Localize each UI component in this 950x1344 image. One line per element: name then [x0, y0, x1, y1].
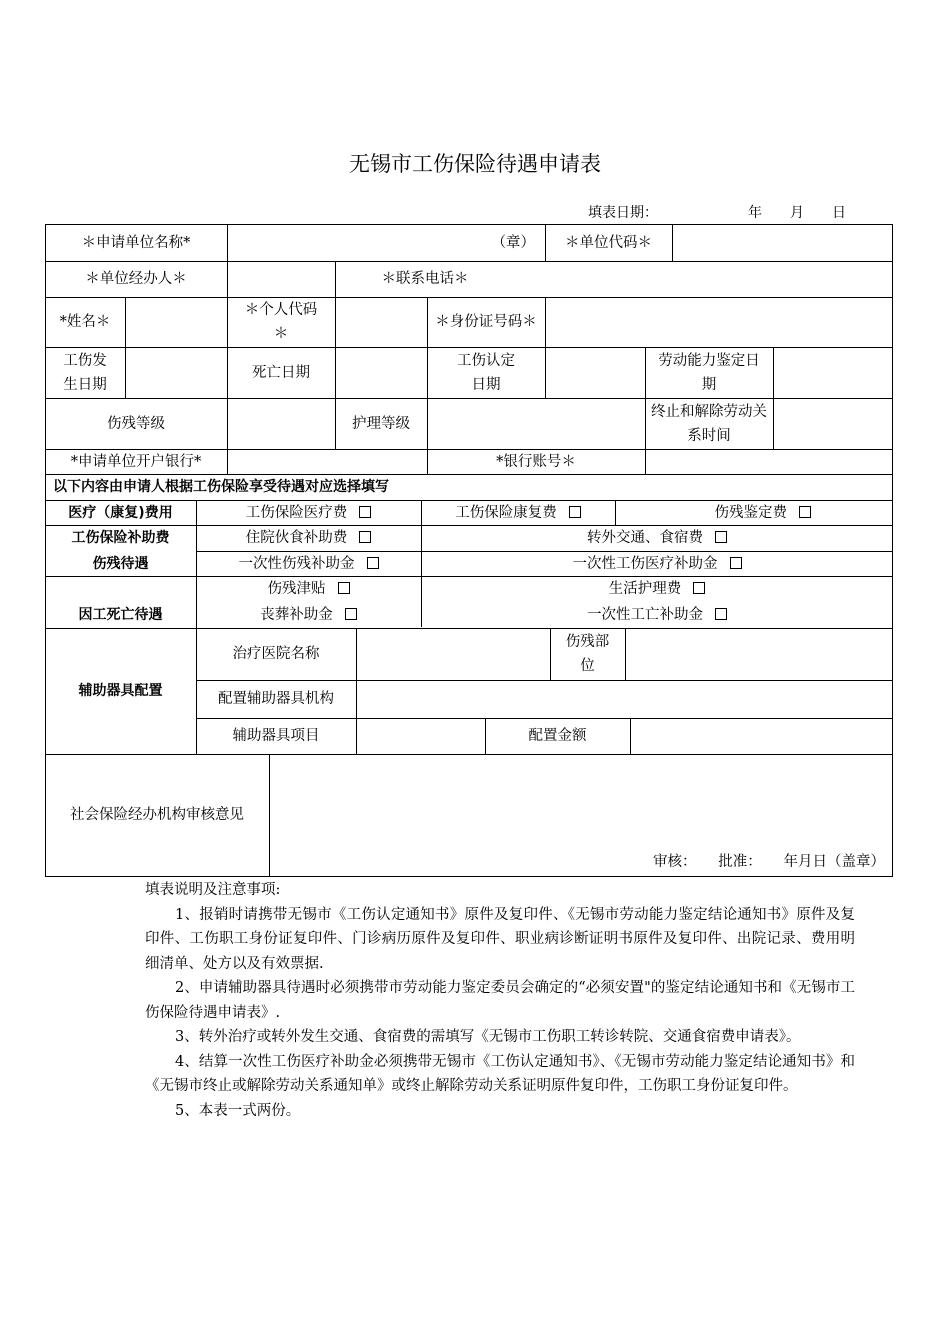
checkbox[interactable] [359, 531, 371, 543]
lump-sum-medical-option[interactable] [421, 551, 893, 576]
hospital-name-field[interactable] [356, 628, 550, 680]
instruction-item: 4、结算一次性工伤医疗补助金必须携带无锡市《工伤认定通知书》、《无锡市劳动能力鉴定结论通知书》和《无锡市终止或解除劳动关系通知单》或终止解除劳动关系证明原件复印件，工伤职工身份证复印件。 [145, 1053, 855, 1094]
hospital-name-label: 治疗医院名称 [232, 646, 320, 662]
medical-cost-label: 医疗（康复)费用 [68, 504, 173, 521]
lump-sum-disability-label: 一次性伤残补助金 [238, 555, 355, 572]
disability-benefit-label: 伤残待遇 [92, 555, 149, 572]
unit-handler-field[interactable] [227, 261, 335, 297]
name-label: *姓名＊ [59, 314, 111, 330]
instructions [145, 878, 855, 1123]
meal-subsidy-label: 住院伙食补助费 [245, 530, 348, 546]
death-date-field[interactable] [335, 347, 427, 398]
nursing-fee-option[interactable] [421, 576, 893, 602]
device-item-label: 辅助器具项目 [232, 728, 320, 744]
disability-level-field[interactable] [227, 398, 335, 449]
checkbox[interactable] [715, 608, 727, 620]
capacity-appraisal-date-field[interactable] [773, 347, 893, 398]
table-line [45, 876, 893, 877]
instruction-item: 5、本表一式两份。 [175, 1102, 301, 1119]
name-field[interactable] [125, 297, 227, 347]
death-lump-sum-label: 一次性工亡补助金 [587, 607, 703, 623]
appraisal-fee-label: 伤残鉴定费 [714, 504, 787, 521]
seal-note: （章） [491, 234, 535, 251]
account-label: *银行账号＊ [496, 453, 576, 470]
device-amount-label: 配置金额 [528, 728, 587, 744]
id-number-label: ＊身份证号码＊ [435, 314, 537, 330]
funeral-subsidy-label: 丧葬补助金 [260, 607, 333, 623]
checkbox[interactable] [367, 557, 379, 569]
form-title: 无锡市工伤保险待遇申请表 [349, 152, 601, 176]
checkbox[interactable] [345, 608, 357, 620]
death-lump-sum-option[interactable] [421, 602, 893, 628]
funeral-subsidy-option[interactable] [196, 602, 421, 628]
unit-handler-label: ＊单位经办人＊ [85, 271, 187, 287]
meal-subsidy-option[interactable] [196, 525, 421, 551]
id-number-field[interactable] [545, 297, 893, 347]
transport-fee-option[interactable] [421, 525, 893, 551]
instruction-item: 1、报销时请携带无锡市《工伤认定通知书》原件及复印件、《无锡市劳动能力鉴定结论通知书》原件及复印件、工伤职工身份证复印件、门诊病历原件及复印件、职业病诊断证明书原件及复印件、出院记录、费用明细清单、处方以及有效票据. [145, 906, 855, 972]
transport-fee-label: 转外交通、食宿费 [587, 530, 703, 546]
bank-label: *申请单位开户银行* [70, 453, 202, 470]
checkbox[interactable] [730, 557, 742, 569]
rehab-fee-label: 工伤保险康复费 [455, 504, 557, 521]
account-field[interactable] [645, 449, 893, 474]
nursing-fee-label: 生活护理费 [608, 581, 682, 597]
application-form-table [45, 224, 893, 877]
applicant-unit-label: ＊申请单位名称* [81, 234, 191, 251]
injury-recognition-date-label: 工伤认定日期 [457, 352, 515, 393]
applicant-unit-field[interactable] [227, 224, 545, 261]
checkbox[interactable] [693, 582, 705, 594]
personal-code-label: ＊个人代码＊ [244, 302, 318, 342]
instructions-heading: 填表说明及注意事项: [145, 882, 281, 898]
checkbox[interactable] [715, 531, 727, 543]
injury-date-field[interactable] [125, 347, 227, 398]
subsidy-label: 工伤保险补助费 [71, 530, 170, 546]
fill-date-year: 年 [748, 205, 762, 221]
instruction-item: 3、转外治疗或转外发生交通、食宿费的需填写《无锡市工伤职工转诊转院、交通食宿费申请表》。 [175, 1029, 801, 1045]
body-part-field[interactable] [625, 628, 893, 680]
disability-allowance-option[interactable] [196, 576, 421, 602]
appraisal-fee-option[interactable] [615, 500, 893, 525]
nursing-level-label: 护理等级 [352, 415, 410, 432]
injury-recognition-date-field[interactable] [545, 347, 645, 398]
review-footer: 审核： 批准： 年月日（盖章） [653, 854, 885, 870]
injury-date-label: 工伤发生日期 [63, 352, 107, 393]
medical-fee-option[interactable] [196, 500, 421, 525]
checkbox[interactable] [799, 506, 811, 518]
fill-date-month: 月 [790, 205, 804, 221]
device-item-field[interactable] [356, 718, 485, 754]
instruction-item: 2、申请辅助器具待遇时必须携带市劳动能力鉴定委员会确定的“必须安置"的鉴定结论通知书和《无锡市工伤保险待遇申请表》. [145, 980, 855, 1021]
death-benefit-label: 因工死亡待遇 [78, 607, 163, 623]
fill-date-label: 填表日期： [588, 205, 658, 221]
fill-date-day: 日 [832, 205, 846, 221]
body-part-label: 伤残部位 [565, 634, 610, 674]
unit-code-field[interactable] [672, 224, 893, 261]
checkbox[interactable] [359, 506, 371, 518]
device-amount-field[interactable] [630, 718, 893, 754]
review-opinion-label: 社会保险经办机构审核意见 [70, 807, 244, 823]
phone-field[interactable] [515, 261, 893, 297]
personal-code-field[interactable] [335, 297, 427, 347]
checkbox[interactable] [338, 582, 350, 594]
termination-time-field[interactable] [773, 398, 893, 449]
section-note: 以下内容由申请人根据工伤保险享受待遇对应选择填写 [53, 479, 389, 495]
phone-label: ＊联系电话＊ [381, 271, 469, 287]
assistive-device-label: 辅助器具配置 [78, 683, 163, 699]
bank-field[interactable] [227, 449, 427, 474]
termination-time-label: 终止和解除劳动关系时间 [651, 403, 767, 444]
unit-code-label: ＊单位代码＊ [565, 234, 652, 251]
rehab-fee-option[interactable] [421, 500, 615, 525]
disability-allowance-label: 伤残津贴 [267, 581, 326, 597]
device-institution-field[interactable] [356, 680, 893, 718]
death-date-label: 死亡日期 [252, 364, 310, 381]
medical-fee-label: 工伤保险医疗费 [245, 504, 348, 521]
disability-level-label: 伤残等级 [107, 415, 165, 432]
checkbox[interactable] [569, 506, 581, 518]
device-institution-label: 配置辅助器具机构 [218, 691, 334, 707]
lump-sum-medical-label: 一次性工伤医疗补助金 [572, 555, 718, 572]
capacity-appraisal-date-label: 劳动能力鉴定日期 [658, 352, 760, 393]
nursing-level-field[interactable] [427, 398, 645, 449]
lump-sum-disability-option[interactable] [196, 551, 421, 576]
